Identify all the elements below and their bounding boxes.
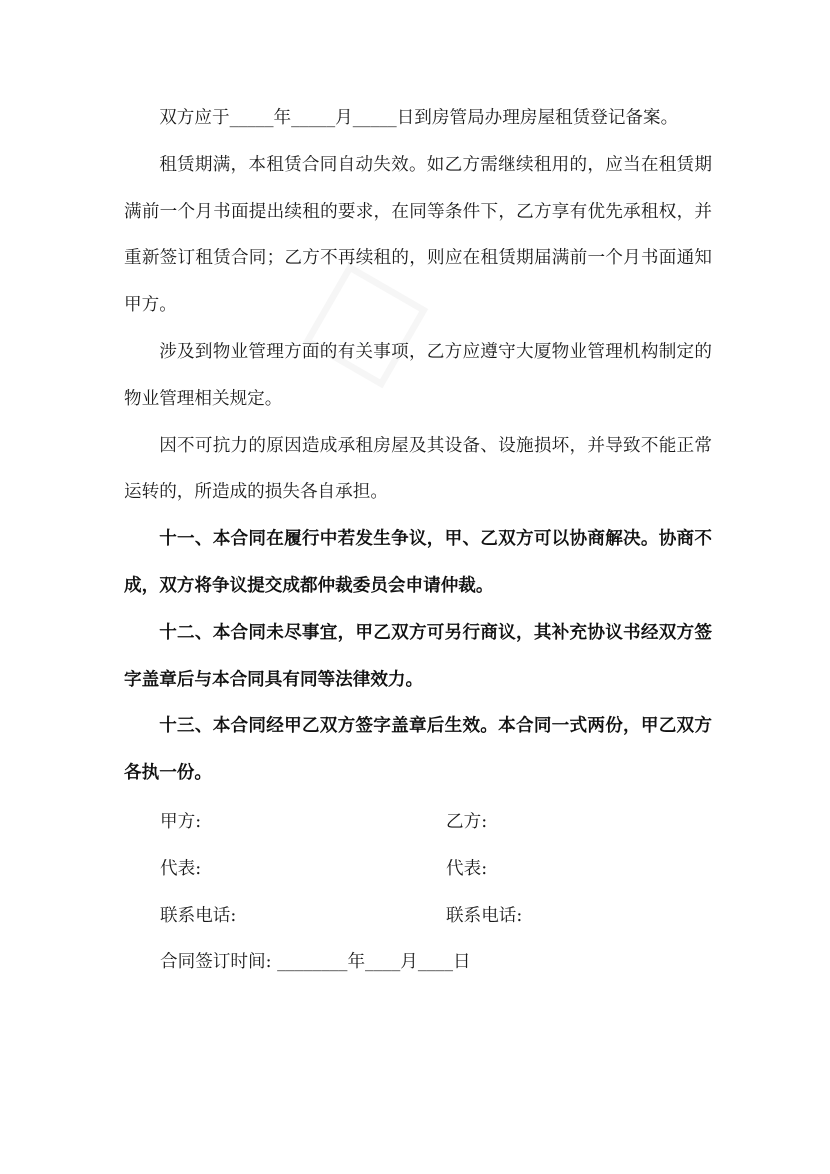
clause-11: 十一、本合同在履行中若发生争议，甲、乙双方可以协商解决。协商不成，双方将争议提交成都仲裁委员会申请仲裁。 — [124, 528, 712, 596]
paragraph-force-majeure: 因不可抗力的原因造成承租房屋及其设备、设施损坏，并导致不能正常运转的，所造成的损失各自承担。 — [124, 435, 712, 503]
clause-13: 十三、本合同经甲乙双方签字盖章后生效。本合同一式两份，甲乙双方各执一份。 — [124, 715, 712, 784]
phone-a-label: 联系电话: — [160, 905, 237, 926]
signature-block — [160, 799, 660, 986]
paragraph-lease-expiry: 租赁期满，本租赁合同自动失效。如乙方需继续租用的，应当在租赁期满前一个月书面提出续租的要求，在同等条件下，乙方享有优先承租权，并重新签订租赁合同；乙方不再续租的，则应在租赁期届满前一个月书面通知甲方。 — [124, 154, 712, 316]
signature-row-party — [160, 799, 660, 846]
clause-12: 十二、本合同未尽事宜，甲乙双方可另行商议，其补充协议书经双方签字盖章后与本合同具有同等法律效力。 — [124, 621, 712, 690]
phone-b-label: 联系电话: — [446, 905, 523, 926]
party-a-label: 甲方: — [160, 812, 202, 832]
rep-b-label: 代表: — [446, 858, 488, 879]
signing-date-label: 合同签订时间: ________年____月____日 — [160, 952, 471, 973]
signature-row-phone — [160, 893, 660, 940]
signature-row-date — [160, 939, 660, 986]
signature-row-representative — [160, 846, 660, 893]
paragraph-property-management: 涉及到物业管理方面的有关事项，乙方应遵守大厦物业管理机构制定的物业管理相关规定。 — [124, 341, 712, 409]
party-b-label: 乙方: — [446, 812, 488, 832]
paragraph-registration: 双方应于_____年_____月_____日到房管局办理房屋租赁登记备案。 — [159, 108, 679, 128]
rep-a-label: 代表: — [160, 858, 202, 879]
document-body — [124, 95, 712, 797]
